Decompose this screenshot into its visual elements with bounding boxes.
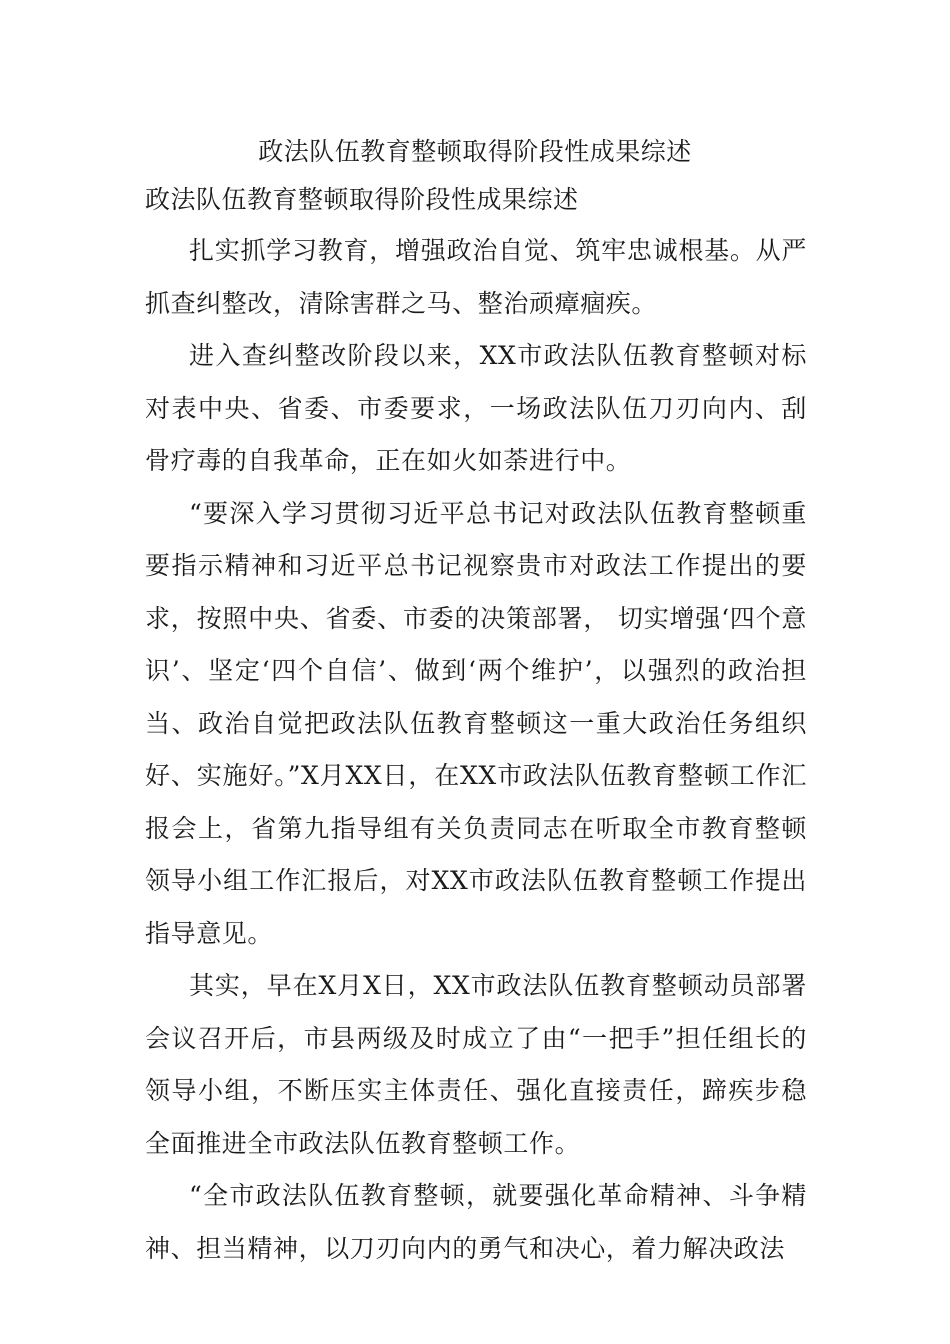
paragraph: 其实，早在X月X日，XX市政法队伍教育整顿动员部署会议召开后，市县两级及时成立了由“一把手”担任组长的领导小组，不断压实主体责任、强化直接责任，蹄疾步稳全面推进全市政法队伍教育整顿工作。 <box>145 971 807 1158</box>
paragraph: 扎实抓学习教育，增强政治自觉、筑牢忠诚根基。从严抓查纠整改，清除害群之马、整治顽瘴痼疾。 <box>145 236 807 318</box>
paragraph: “全市政法队伍教育整顿，就要强化革命精神、斗争精神、担当精神，以刀刃向内的勇气和决心，着力解决政法 <box>145 1181 807 1263</box>
document-title: 政法队伍教育整顿取得阶段性成果综述 <box>258 137 692 166</box>
paragraph: “要深入学习贯彻习近平总书记对政法队伍教育整顿重要指示精神和习近平总书记视察贵市对政法工作提出的要求，按照中央、省委、市委的决策部署， 切实增强‘四个意识’、坚定‘四个自信’、做到‘两个维护’，以强烈的政治担当、政治自觉把政法队伍教育整顿这一重大政治任务组织好、实施好。”X月XX日，在XX市政法队伍教育整顿工作汇报会上，省第九指导组有关负责同志在听取全市教育整顿领导小组工作汇报后，对XX市政法队伍教育整顿工作提出指导意见。 <box>145 498 807 948</box>
paragraph: 进入查纠整改阶段以来，XX市政法队伍教育整顿对标对表中央、省委、市委要求，一场政法队伍刀刃向内、刮骨疗毒的自我革命，正在如火如荼进行中。 <box>145 341 807 475</box>
document-subtitle: 政法队伍教育整顿取得阶段性成果综述 <box>145 185 579 214</box>
document-body <box>145 180 807 1275</box>
